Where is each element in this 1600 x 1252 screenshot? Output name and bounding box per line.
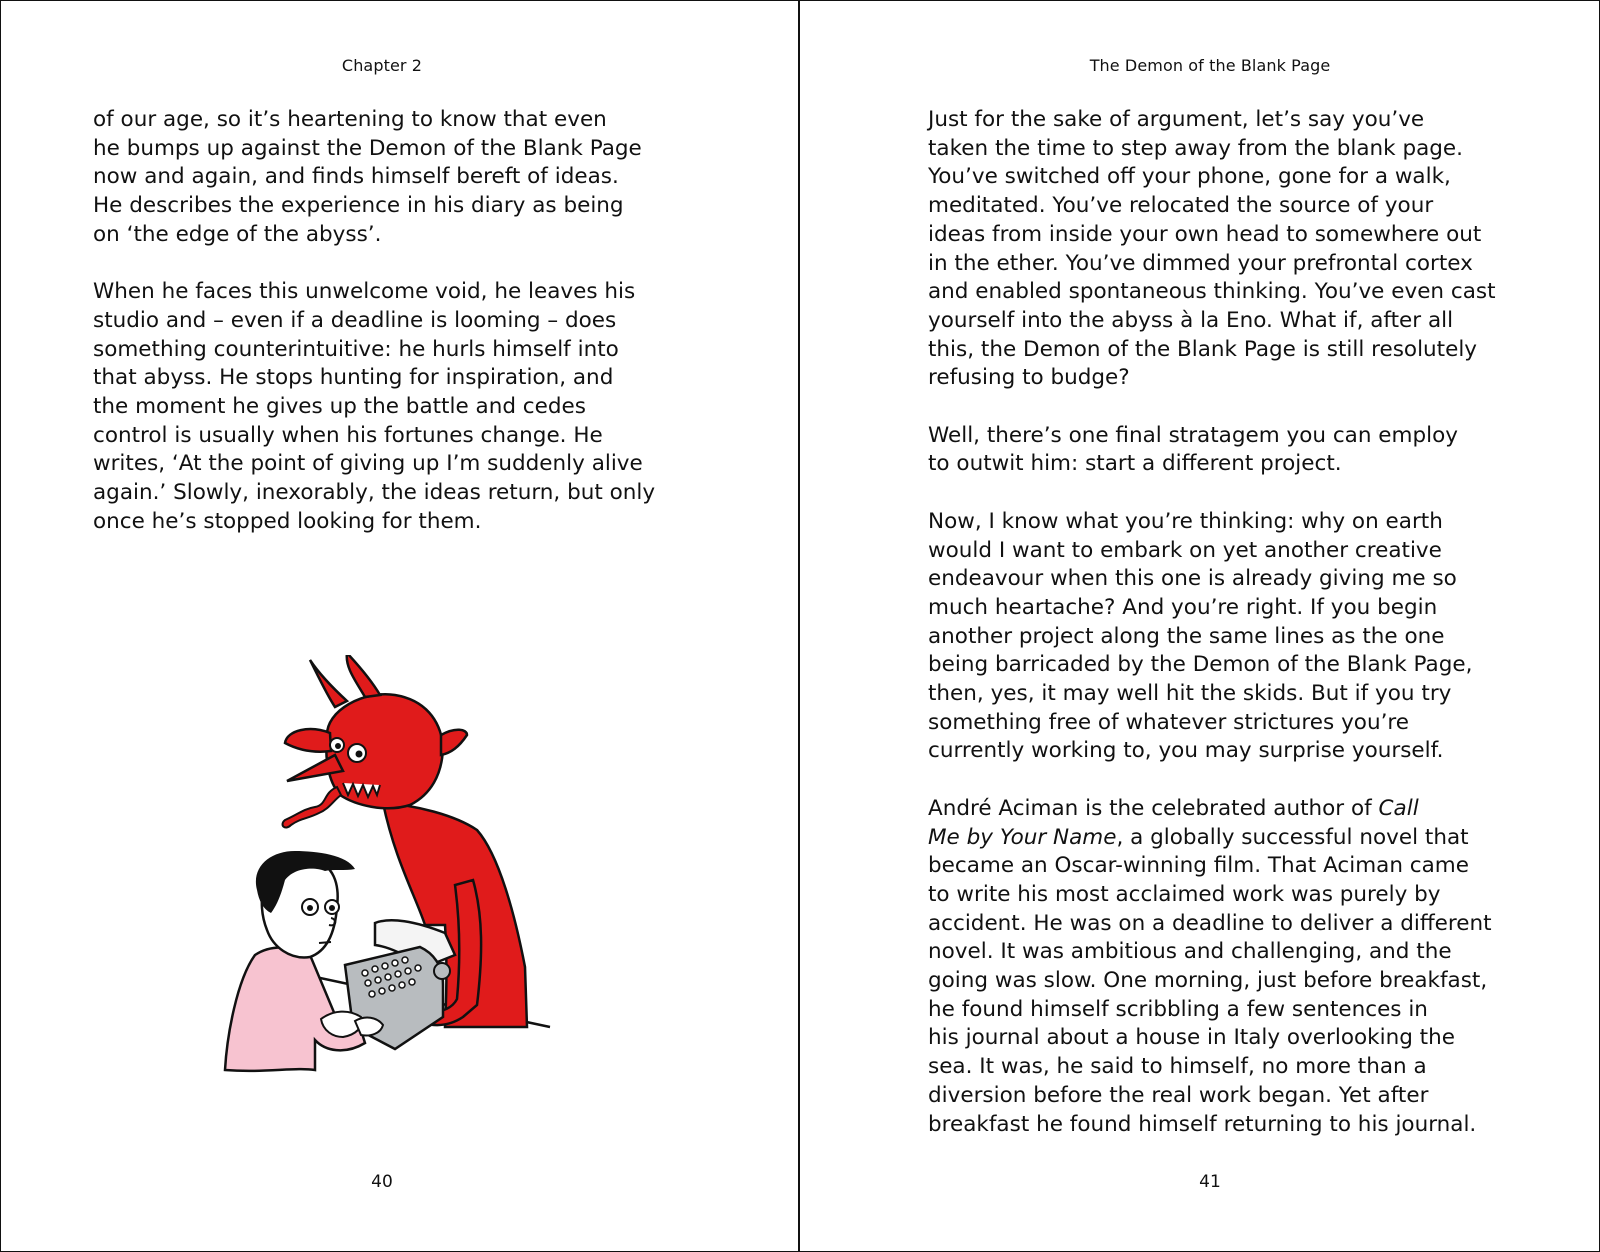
text-line: endeavour when this one is already giving me so — [928, 566, 1457, 592]
paragraph — [93, 278, 673, 536]
page-number-right: 41 — [1199, 1172, 1221, 1192]
paragraph — [928, 422, 1528, 479]
text-line: something counterintuitive: he hurls himself into — [93, 336, 619, 362]
text-line: taken the time to step away from the blank page. — [928, 135, 1463, 161]
text-line: again.’ Slowly, inexorably, the ideas return, but only — [93, 480, 656, 506]
text-line: on ‘the edge of the abyss’. — [93, 221, 382, 247]
text-line: refusing to budge? — [928, 365, 1130, 391]
text-line: control is usually when his fortunes change. He — [93, 422, 603, 448]
paragraph — [93, 106, 673, 250]
text-line: now and again, and finds himself bereft of ideas. — [93, 164, 619, 190]
text-line: currently working to, you may surprise yourself. — [928, 738, 1444, 764]
text-line: accident. He was on a deadline to deliver a different — [928, 910, 1492, 936]
text-run: André Aciman is the celebrated author of — [928, 795, 1379, 821]
text-line: yourself into the abyss à la Eno. What if, after all — [928, 307, 1454, 333]
paragraph — [928, 106, 1528, 393]
text-line: going was slow. One morning, just before breakfast, — [928, 968, 1488, 994]
text-line: once he’s stopped looking for them. — [93, 508, 482, 534]
text-run: , a globally successful novel that — [1116, 824, 1469, 850]
right-page — [800, 0, 1600, 1252]
text-line: he bumps up against the Demon of the Blank Page — [93, 135, 642, 161]
red-demon-over-typist-illustration — [215, 655, 575, 1105]
text-line: this, the Demon of the Blank Page is still resolutely — [928, 336, 1478, 362]
book-title-italic: Me by Your Name — [928, 824, 1117, 850]
text-line: of our age, so it’s heartening to know that even — [93, 107, 607, 132]
text-line: became an Oscar-winning film. That Aciman came — [928, 853, 1469, 879]
text-line: that abyss. He stops hunting for inspiration, and — [93, 365, 614, 391]
text-line: writes, ‘At the point of giving up I’m suddenly alive — [93, 451, 643, 477]
text-line: When he faces this unwelcome void, he leaves his — [93, 279, 636, 305]
page-number-left: 40 — [371, 1172, 393, 1192]
text-line: novel. It was ambitious and challenging, and the — [928, 939, 1452, 965]
text-line: studio and – even if a deadline is looming – does — [93, 307, 617, 333]
text-line: sea. It was, he said to himself, no more than a — [928, 1054, 1427, 1080]
text-line: his journal about a house in Italy overlooking the — [928, 1025, 1455, 1051]
running-head-left: Chapter 2 — [341, 56, 423, 75]
text-line — [928, 795, 1528, 824]
book-title-italic: Call — [1378, 795, 1419, 821]
text-line: to outwit him: start a different project. — [928, 451, 1342, 477]
text-line: breakfast he found himself returning to his journal. — [928, 1111, 1477, 1137]
text-line: something free of whatever strictures you’re — [928, 709, 1409, 735]
text-line: ideas from inside your own head to somewhere out — [928, 221, 1482, 247]
text-line: You’ve switched off your phone, gone for a walk, — [928, 164, 1451, 190]
text-line: Now, I know what you’re thinking: why on earth — [928, 508, 1443, 534]
text-line: the moment he gives up the battle and cedes — [93, 394, 586, 420]
text-line: Just for the sake of argument, let’s say you’ve — [928, 107, 1425, 132]
text-line: being barricaded by the Demon of the Blank Page, — [928, 652, 1473, 678]
text-line — [928, 824, 1528, 853]
text-line: and enabled spontaneous thinking. You’ve even cast — [928, 279, 1496, 305]
paragraph — [928, 508, 1528, 766]
text-line: in the ether. You’ve dimmed your prefrontal cortex — [928, 250, 1473, 276]
text-line: then, yes, it may well hit the skids. But if you try — [928, 681, 1452, 707]
text-line: would I want to embark on yet another creative — [928, 537, 1442, 563]
left-page — [0, 0, 798, 1252]
text-line: another project along the same lines as the one — [928, 623, 1445, 649]
text-line: meditated. You’ve relocated the source of your — [928, 193, 1434, 219]
text-line: Well, there’s one final stratagem you can employ — [928, 422, 1458, 448]
left-body-text — [93, 106, 673, 565]
right-body-text — [928, 106, 1528, 1168]
text-line: he found himself scribbling a few sentences in — [928, 996, 1428, 1022]
text-line: much heartache? And you’re right. If you begin — [928, 594, 1438, 620]
paragraph — [928, 795, 1528, 1139]
text-line: diversion before the real work began. Yet after — [928, 1082, 1429, 1108]
text-line: to write his most acclaimed work was purely by — [928, 881, 1441, 907]
text-line: He describes the experience in his diary as being — [93, 193, 624, 219]
running-head-right: The Demon of the Blank Page — [1089, 56, 1331, 75]
